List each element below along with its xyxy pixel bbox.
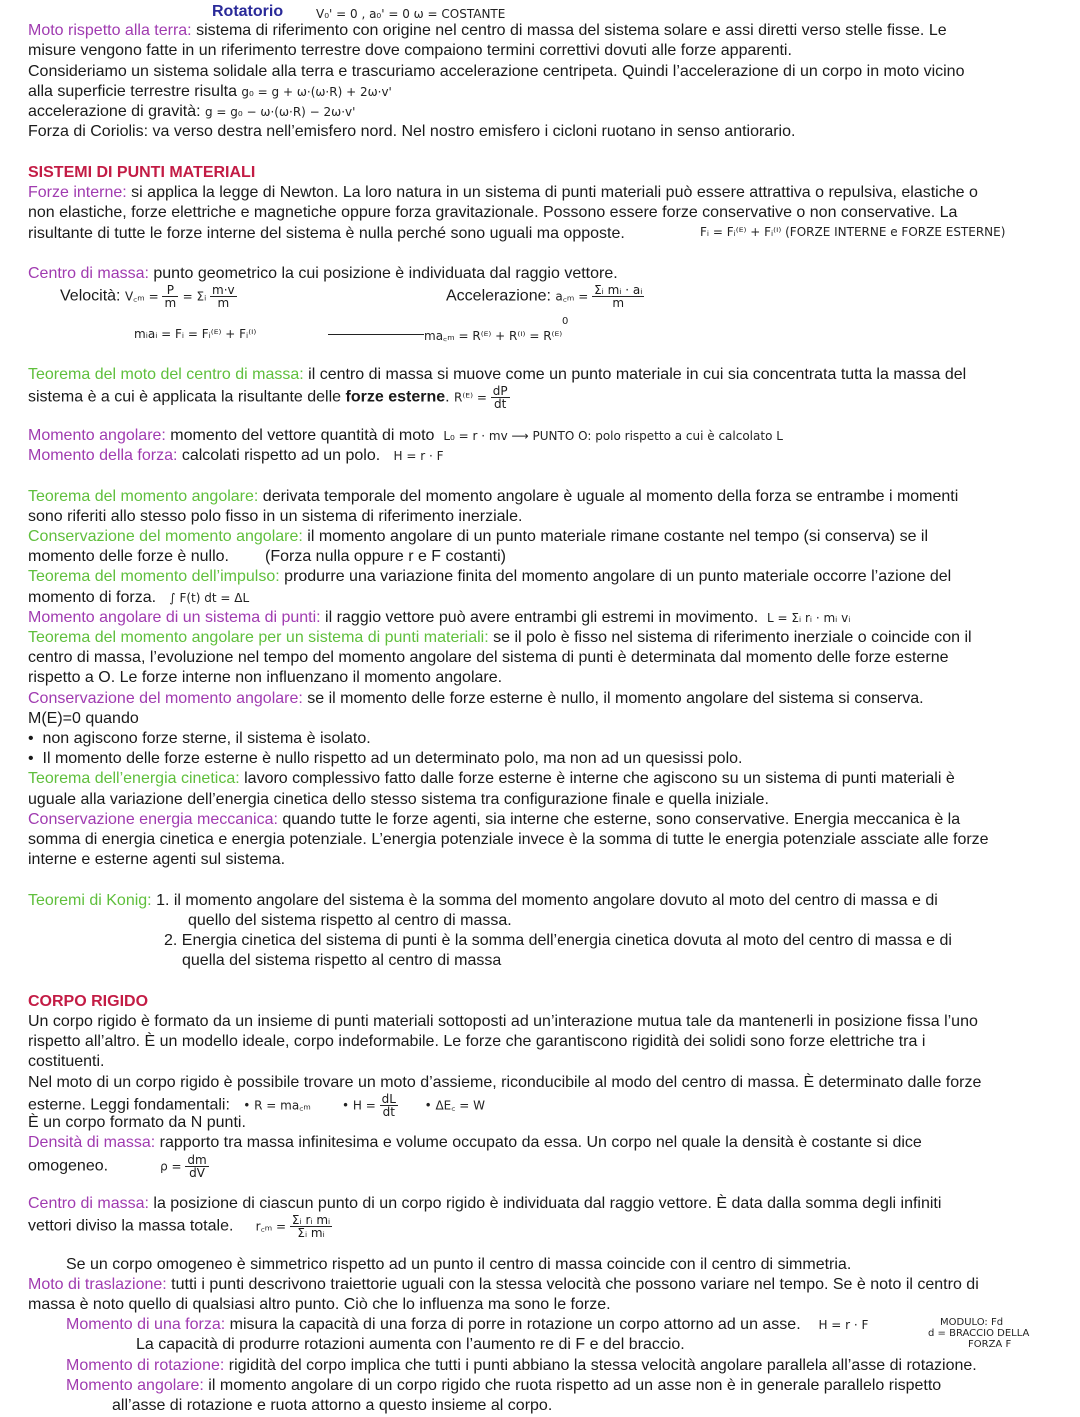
fraction: [380, 1093, 398, 1118]
term: Moto rispetto alla terra:: [28, 22, 192, 39]
text-line: sono riferiti allo stesso polo fisso in un sistema di riferimento inerziale.: [28, 508, 523, 525]
formula: g = g₀ − ω·(ω·R) − 2ω·v': [205, 105, 356, 119]
text: il momento angolare di un corpo rigido che ruota rispetto ad un asse non è in generale parallelo rispetto: [203, 1377, 942, 1394]
text: vettori diviso la massa totale.: [28, 1217, 234, 1235]
paragraph: [28, 446, 444, 466]
text-line: rispetto a O. Le forze interne non influenzano il momento angolare.: [28, 669, 503, 686]
formula: R⁽ᴱ⁾ =: [454, 390, 491, 405]
numerator: dL: [381, 1092, 396, 1106]
term: Centro di massa:: [28, 1195, 149, 1212]
text-line: quella del sistema rispetto al centro di massa: [182, 952, 502, 969]
text: se il momento delle forze esterne è nullo, il momento angolare del sistema si conserva.: [302, 690, 924, 707]
term: Conservazione del momento angolare:: [28, 528, 303, 545]
list-item: [28, 729, 371, 749]
fraction: [592, 284, 644, 309]
formula: ∫ F(t) dt = ΔL: [169, 591, 250, 605]
zero-mark: 0: [562, 316, 569, 327]
paragraph: [28, 264, 618, 284]
text-line: misure vengono fatte in un riferimento terrestre dove compaiono termini correttivi dovuti alle forze apparenti.: [28, 42, 792, 59]
text-line: Consideriamo un sistema solidale alla terra e trascuriamo accelerazione centripeta. Quindi l’accelerazione di un corpo in moto vicino: [28, 63, 965, 80]
text: tutti i punti descrivono traiettorie uguali con la stessa velocità che possono variare nel tempo. Se è noto il centro di: [166, 1276, 979, 1293]
text: sistema di riferimento con origine nel centro di massa del sistema solare e assi diretti verso stelle fisse. Le: [191, 22, 947, 39]
paragraph: [28, 608, 850, 628]
text: sistema è a cui è applicata la risultante delle: [28, 388, 346, 406]
numerator: m·v: [212, 283, 235, 297]
paragraph: [28, 385, 510, 410]
term: Momento angolare di un sistema di punti:: [28, 609, 321, 626]
denominator: dt: [382, 1105, 395, 1119]
formula: • ΔE꜀ = W: [424, 1098, 485, 1113]
text: accelerazione di gravità:: [28, 103, 201, 120]
term: Teoremi di Konig:: [28, 892, 152, 909]
section-title: [212, 2, 283, 22]
handwritten-note: MODULO: Fd: [940, 1317, 1004, 1328]
paragraph: [28, 1275, 979, 1295]
text: il centro di massa si muove come un punto materiale in cui sia concentrata tutta la massa del: [303, 366, 967, 383]
fraction: [210, 284, 237, 309]
text: momento del vettore quantità di moto: [165, 427, 435, 444]
formula: r꜀ₘ =: [255, 1219, 290, 1234]
text-line: risultante di tutte le forze interne del sistema è nulla perché sono uguali ma opposte.: [28, 225, 625, 242]
text-line: Forza di Coriolis: va verso destra nell’emisfero nord. Nel nostro emisfero i cicloni ruotano in senso antiorario.: [28, 123, 796, 140]
fraction: [185, 1154, 208, 1179]
paragraph: [28, 628, 972, 648]
formula: H = r · F: [818, 1318, 869, 1332]
bullet: •: [28, 730, 43, 747]
term: Centro di massa:: [28, 265, 149, 282]
label: Accelerazione:: [446, 287, 551, 305]
numerator: Σᵢ mᵢ · aᵢ: [594, 283, 643, 297]
text-line: centro di massa, l’evoluzione nel tempo del momento angolare del sistema di punti è determinata dal momento delle forze esterne: [28, 649, 949, 666]
arrow-line: [328, 334, 424, 335]
text: omogeneo.: [28, 1157, 109, 1175]
text-line: all’asse di rotazione e ruota attorno a questo insieme al corpo.: [112, 1397, 553, 1414]
text-line: somma di energia cinetica e energia potenziale. L’energia potenziale invece è la somma di tutte le energia potenziale assciate alle forze: [28, 831, 989, 848]
numerator: P: [162, 284, 178, 297]
text: non agiscono forze sterne, il sistema è isolato.: [42, 730, 371, 747]
text: .: [445, 388, 450, 406]
paragraph: [66, 1315, 868, 1335]
text: 1. il momento angolare del sistema è la somma del momento angolare dovuto al moto del centro di massa e di: [151, 892, 938, 909]
formula: ma꜀ₘ = R⁽ᴱ⁾ + R⁽ᴵ⁾ = R⁽ᴱ⁾: [424, 329, 563, 343]
section-heading: CORPO RIGIDO: [28, 993, 149, 1010]
term: Momento angolare:: [28, 427, 166, 444]
acceleration-line: [446, 284, 644, 309]
text: misura la capacità di una forza di porre in rotazione un corpo attorno ad un asse.: [225, 1316, 801, 1333]
paragraph: [28, 547, 506, 567]
bold-text: forze esterne: [345, 388, 446, 406]
numerator: Σᵢ rᵢ mᵢ: [291, 1213, 331, 1227]
text-line: rispetto all’altro. È un modello ideale, corpo indeformabile. Le forze che garantiscono rigidità dei solidi sono forze elettriche tra i: [28, 1033, 926, 1050]
fraction: [162, 284, 178, 309]
text-line: Se un corpo omogeneo è simmetrico rispetto ad un punto il centro di massa coincide con il centro di simmetria.: [66, 1256, 852, 1273]
handwritten-note: FORZA F: [968, 1339, 1012, 1350]
text: produrre una variazione finita del momento angolare di un punto materiale occorre l’azione del: [279, 568, 952, 585]
term: Momento di una forza:: [66, 1316, 226, 1333]
paragraph: [28, 82, 392, 102]
paragraph: [28, 527, 928, 547]
handwritten-note: d = BRACCIO DELLA: [928, 1328, 1030, 1339]
formula: Fᵢ = Fᵢ⁽ᴱ⁾ + Fᵢ⁽ᴵ⁾ (FORZE INTERNE e FORZE ESTERNE): [700, 225, 1006, 239]
text-line: 2. Energia cinetica del sistema di punti è la somma dell’energia cinetica dovuta al moto del centro di massa e di: [164, 932, 952, 949]
paragraph: [28, 1133, 922, 1153]
paragraph: [28, 21, 947, 41]
term: Moto di traslazione:: [28, 1276, 167, 1293]
text: Il momento delle forze esterne è nullo rispetto ad un determinato polo, ma non ad un quesissi polo.: [42, 750, 743, 767]
denominator: m: [164, 296, 177, 310]
formula: mᵢaᵢ = Fᵢ = Fᵢ⁽ᴱ⁾ + Fᵢ⁽ᴵ⁾: [134, 327, 257, 341]
term: Teorema dell’energia cinetica:: [28, 770, 240, 787]
text: punto geometrico la cui posizione è individuata dal raggio vettore.: [148, 265, 618, 282]
formula: = Σᵢ: [182, 289, 211, 304]
term: Densità di massa:: [28, 1134, 156, 1151]
formula: H = r · F: [393, 449, 444, 463]
text: esterne. Leggi fondamentali:: [28, 1096, 230, 1114]
text-line: quello del sistema rispetto al centro di massa.: [188, 912, 512, 929]
paragraph: [28, 567, 951, 587]
paragraph: [28, 426, 783, 446]
denominator: dt: [493, 397, 507, 411]
paragraph: [28, 1154, 209, 1179]
text: il momento angolare di un punto materiale rimane costante nel tempo (si conserva) se il: [302, 528, 929, 545]
text-line: Un corpo rigido è formato da un insieme di punti materiali sottoposti ad un’interazione mutua tale da mantenerli in posizione fissa l’uno: [28, 1013, 978, 1030]
term: Teorema del moto del centro di massa:: [28, 366, 304, 383]
text-line: costituenti.: [28, 1053, 105, 1070]
formula: ρ =: [160, 1159, 186, 1174]
text: derivata temporale del momento angolare è uguale al momento della forza se entrambe i momenti: [258, 488, 959, 505]
text: quando tutte le forze agenti, sia interne che esterne, sono conservative. Energia meccanica è la: [277, 811, 961, 828]
paragraph: [28, 588, 249, 608]
paragraph: [28, 365, 966, 385]
term: Teorema del momento dell’impulso:: [28, 568, 280, 585]
term: Momento della forza:: [28, 447, 178, 464]
text: il raggio vettore può avere entrambi gli estremi in movimento.: [320, 609, 759, 626]
text: calcolati rispetto ad un polo.: [177, 447, 381, 464]
term: Forze interne:: [28, 184, 127, 201]
text-line: interne e esterne agenti sul sistema.: [28, 851, 286, 868]
text: se il polo è fisso nel sistema di riferimento inerziale o coincide con il: [488, 629, 972, 646]
text: rigidità del corpo implica che tutti i punti abbiano la stessa velocità angolare parallela all’asse di rotazione.: [224, 1357, 977, 1374]
label: Velocità:: [60, 287, 121, 305]
text: momento di forza.: [28, 589, 157, 606]
denominator: Σᵢ mᵢ: [297, 1226, 325, 1240]
paragraph: [28, 487, 958, 507]
formula: L = Σᵢ rᵢ · mᵢ vᵢ: [767, 611, 851, 625]
paragraph: [28, 1194, 941, 1214]
velocity-line: [60, 284, 237, 309]
paragraph: [28, 689, 924, 709]
paragraph: [28, 183, 978, 203]
term: Conservazione energia meccanica:: [28, 811, 278, 828]
denominator: m: [217, 296, 230, 310]
paragraph: [28, 769, 955, 789]
formula: V꜀ₘ =: [124, 289, 163, 304]
text-line: M(E)=0 quando: [28, 710, 139, 727]
text-line: È un corpo formato da N punti.: [28, 1114, 246, 1131]
text: la posizione di ciascun punto di un corpo rigido è individuata dal raggio vettore. È data dalla somma degli infiniti: [148, 1195, 942, 1212]
paragraph: [28, 891, 938, 911]
paragraph: [28, 1214, 332, 1239]
bullet: •: [28, 750, 43, 767]
numerator: dP: [492, 384, 508, 398]
header-note: V₀' = 0 , a₀' = 0 ω = COSTANTE: [316, 7, 506, 21]
text-line: La capacità di produrre rotazioni aumenta con l’aumento re di F e del braccio.: [136, 1336, 685, 1353]
rotatorio-title: Rotatorio: [212, 3, 284, 20]
text: alla superficie terrestre risulta: [28, 83, 237, 100]
text: rapporto tra massa infinitesima e volume occupato da essa. Un corpo nel quale la densità è costante si dice: [155, 1134, 922, 1151]
formula: a꜀ₘ =: [555, 289, 593, 304]
text: momento delle forze è nullo.: [28, 548, 229, 565]
formula: • H =: [341, 1098, 380, 1113]
term: Teorema del momento angolare:: [28, 488, 259, 505]
term: Teorema del momento angolare per un sistema di punti materiali:: [28, 629, 489, 646]
text-line: uguale alla variazione dell’energia cinetica dello stesso sistema tra configurazione finale e quella iniziale.: [28, 791, 769, 808]
denominator: m: [612, 296, 625, 310]
text-line: Nel moto di un corpo rigido è possibile trovare un moto d’assieme, riconducibile al modo del centro di massa. È determinato dalle forze: [28, 1074, 982, 1091]
paragraph: [28, 102, 355, 122]
term: Momento di rotazione:: [66, 1357, 225, 1374]
text: si applica la legge di Newton. La loro natura in un sistema di punti materiali può essere attrattiva o repulsiva, elastiche o: [126, 184, 978, 201]
paragraph: [66, 1356, 977, 1376]
text-line: non elastiche, forze elettriche e magnetiche oppure forza gravitazionale. Possono essere forze conservative o non conservative. La: [28, 204, 958, 221]
text: lavoro complessivo fatto dalle forze esterne è interne che agiscono su un sistema di punti materiali è: [239, 770, 955, 787]
term: Conservazione del momento angolare:: [28, 690, 303, 707]
numerator: dm: [187, 1153, 207, 1167]
formula: • R = ma꜀ₘ: [243, 1098, 311, 1113]
text: (Forza nulla oppure r e F costanti): [265, 548, 506, 565]
denominator: dV: [189, 1166, 205, 1180]
section-heading: SISTEMI DI PUNTI MATERIALI: [28, 164, 256, 181]
formula: L₀ = r · mv ⟶ PUNTO O: polo rispetto a cui è calcolato L: [443, 429, 783, 443]
paragraph: [28, 810, 960, 830]
fraction: [290, 1214, 332, 1239]
formula: g₀ = g + ω·(ω·R) + 2ω·v': [241, 85, 392, 99]
fraction: [491, 385, 510, 410]
paragraph: [66, 1376, 941, 1396]
term: Momento angolare:: [66, 1377, 204, 1394]
list-item: [28, 749, 742, 769]
text-line: massa è noto quello di qualsiasi altro punto. Ciò che lo influenza ma sono le forze.: [28, 1296, 611, 1313]
